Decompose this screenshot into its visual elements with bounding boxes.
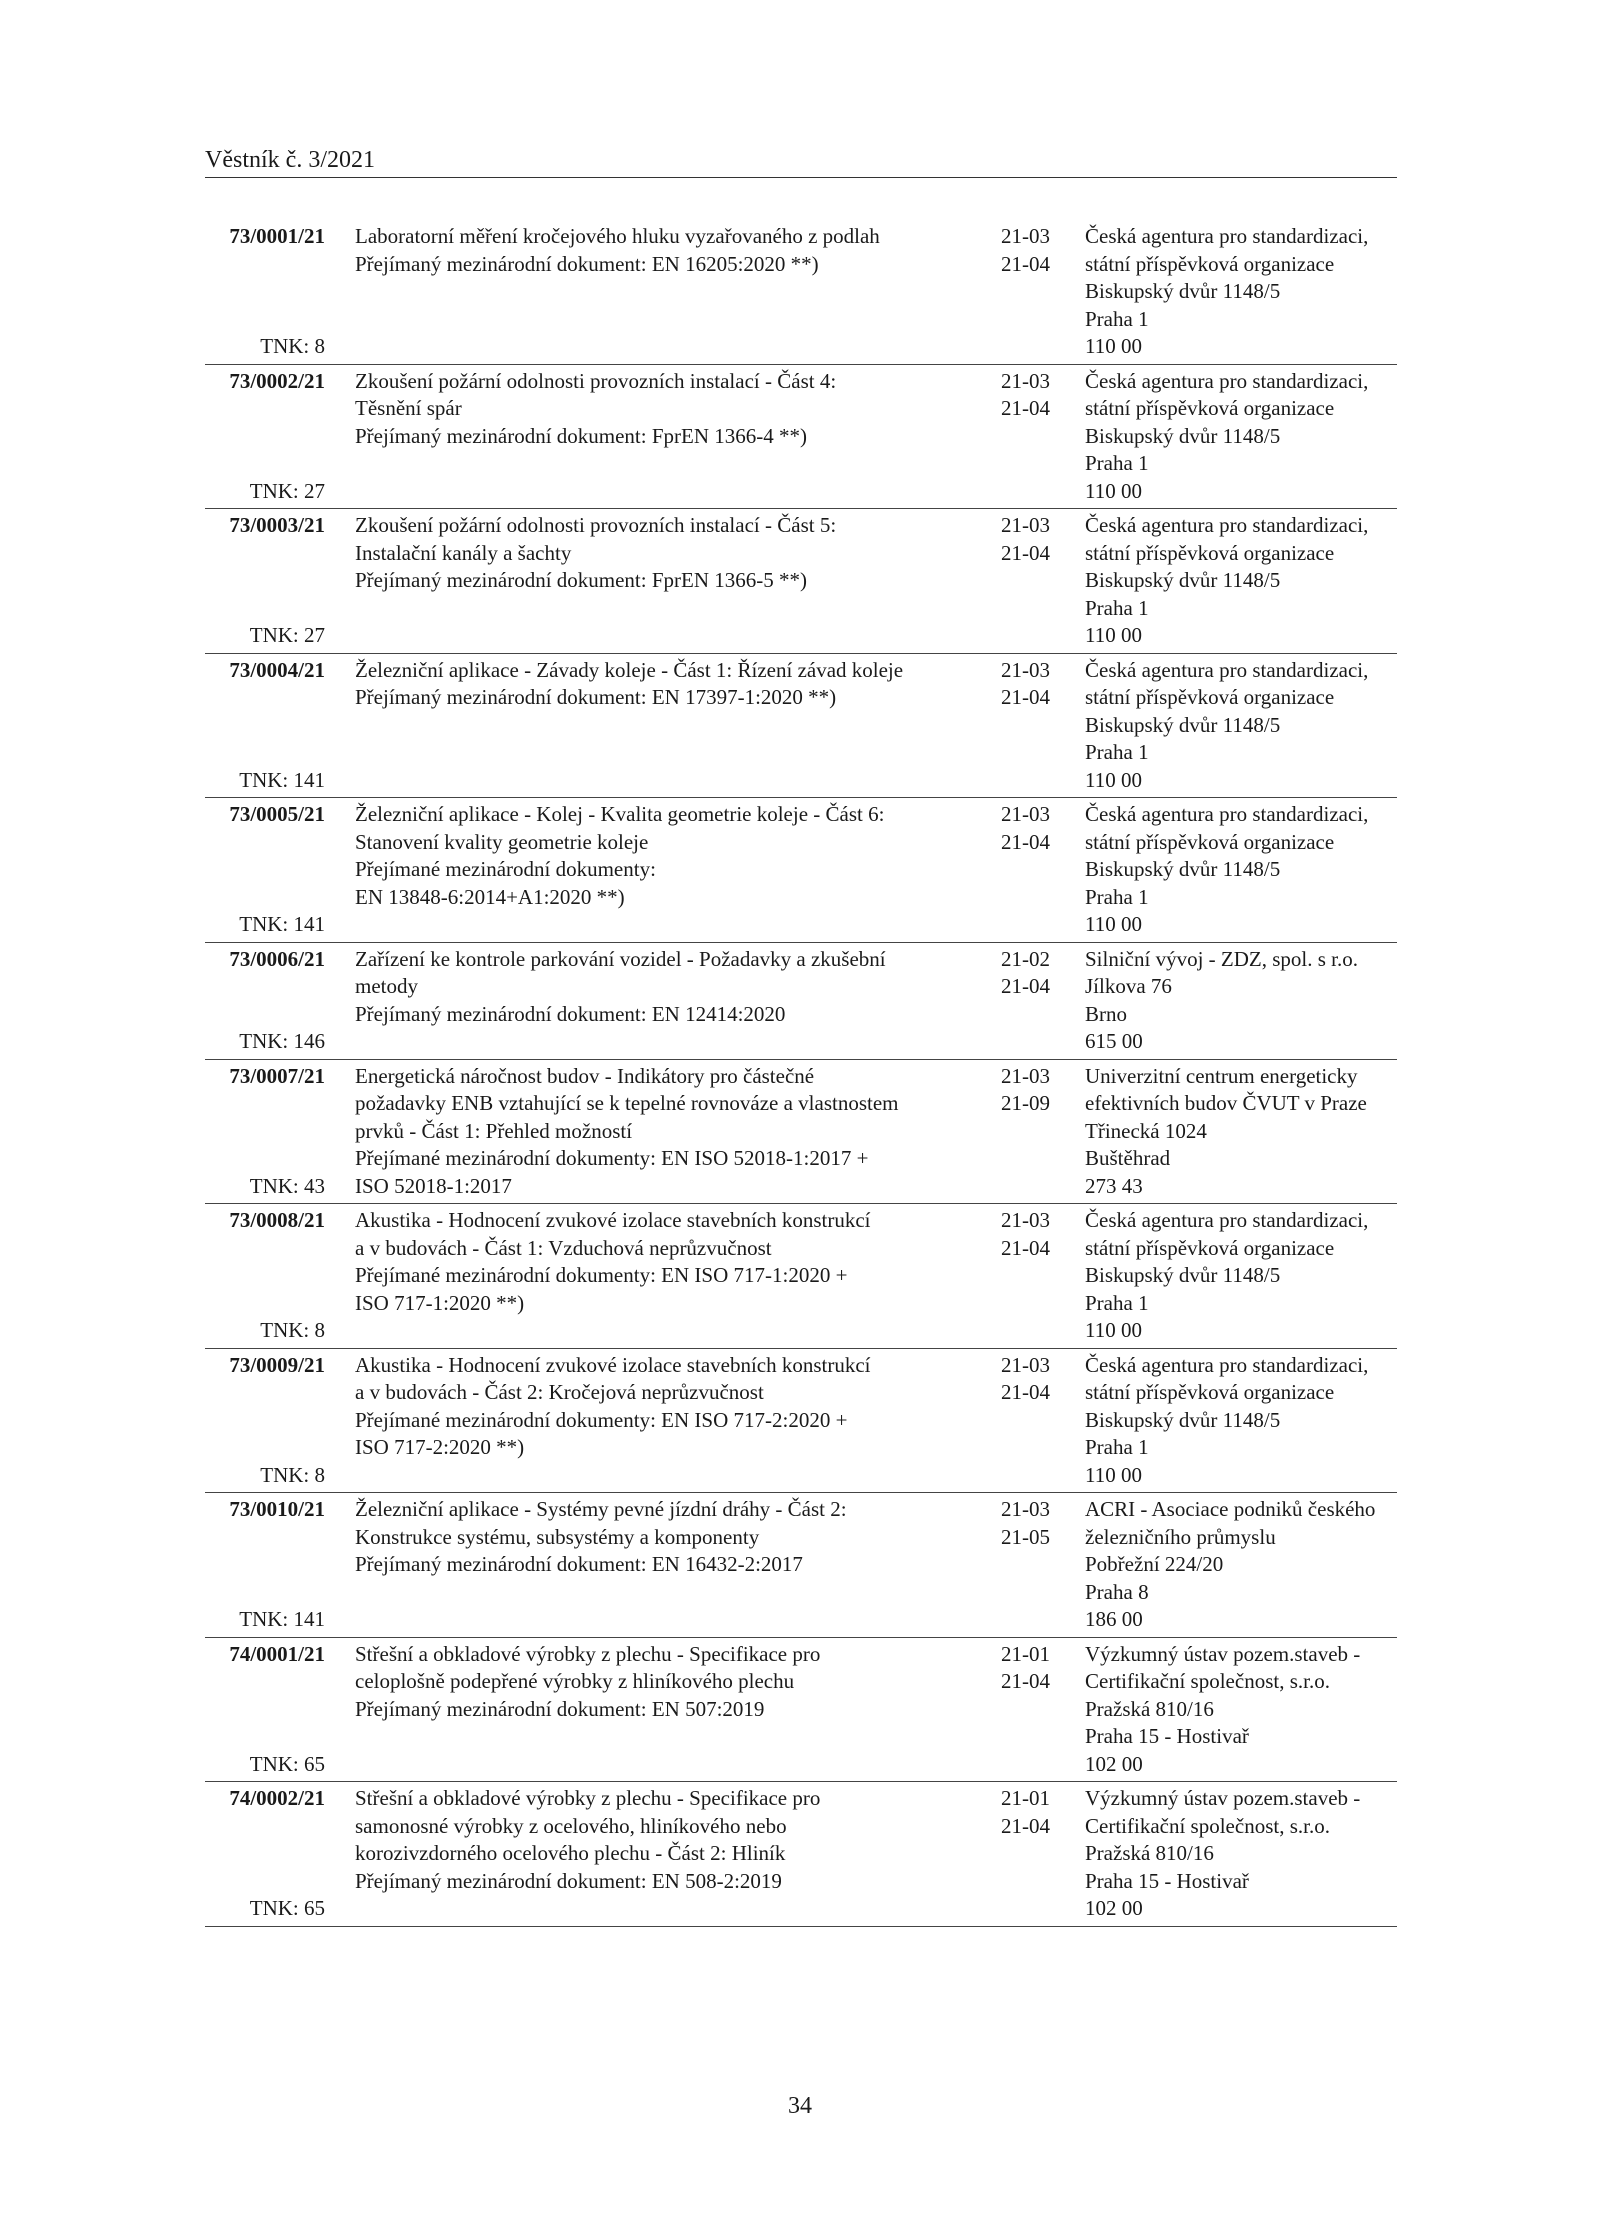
entry-organization [1085,1207,1397,1345]
entry-tnk: TNK: 65 [249,1896,325,1920]
entry-codes [1001,1785,1063,1923]
entry-organization-line: Pražská 810/16 [1085,1696,1214,1721]
entry-codes [1001,1352,1063,1490]
entry-number: 73/0008/21 [229,1208,325,1232]
entry-tnk: TNK: 141 [239,767,325,792]
entry-organization-line: Praha 1 [1085,595,1149,620]
entry-code: 21-04 [1001,1813,1050,1838]
entry-code: 21-03 [1001,1352,1050,1377]
entry-id-column [205,223,325,361]
entry-tnk: TNK: 27 [249,623,325,647]
header-rule [205,177,1397,178]
entry-title-line: Střešní a obkladové výrobky z plechu - Specifikace pro [355,1786,821,1810]
entry-title-line: Přejímané mezinárodní dokumenty: [355,857,656,881]
entry-organization-line: Brno [1085,1001,1127,1026]
entry-title-line: a v budovách - Část 2: Kročejová neprůzvučnost [355,1380,764,1404]
list-item [205,1060,1397,1205]
entry-title-line: Těsnění spár [355,396,462,420]
entry-title [355,223,975,361]
list-item [205,509,1397,654]
entry-number: 73/0001/21 [229,224,325,248]
entry-organization-line: Biskupský dvůr 1148/5 [1085,1407,1281,1432]
entry-title-line: Přejímané mezinárodní dokumenty: EN ISO 52018-1:2017 + [355,1146,869,1170]
entry-number: 73/0003/21 [229,513,325,537]
entry-organization-line: Biskupský dvůr 1148/5 [1085,279,1281,303]
entry-title [355,512,975,650]
list-item [205,220,1397,365]
entry-id-column [205,657,325,795]
entry-title-line: požadavky ENB vztahující se k tepelné rovnováze a vlastnostem [355,1091,899,1115]
entry-number: 73/0009/21 [229,1352,325,1377]
entry-tnk: TNK: 27 [249,478,325,503]
entry-title [355,801,975,939]
entry-title-line: ISO 717-2:2020 **) [355,1435,525,1459]
list-item [205,1782,1397,1927]
entry-title-line: Přejímaný mezinárodní dokument: EN 508-2:2019 [355,1868,782,1893]
entry-organization-line: státní příspěvková organizace [1085,685,1335,709]
entry-title-line: EN 13848-6:2014+A1:2020 **) [355,884,625,909]
entry-code: 21-04 [1001,974,1050,998]
entry-organization-line: Univerzitní centrum energeticky [1085,1063,1358,1088]
entry-organization-line: 110 00 [1085,1462,1142,1487]
entry-title-line: Železniční aplikace - Kolej - Kvalita geometrie koleje - Část 6: [355,802,885,826]
entry-organization-line: Praha 1 [1085,740,1149,764]
entry-codes [1001,223,1063,361]
entry-organization-line: Biskupský dvůr 1148/5 [1085,568,1281,592]
entry-id-column [205,1785,325,1923]
entry-tnk: TNK: 141 [239,1607,325,1631]
entry-title-line: Instalační kanály a šachty [355,540,572,565]
entry-number: 73/0005/21 [229,802,325,826]
entry-organization-line: železničního průmyslu [1085,1524,1276,1549]
entry-number: 73/0002/21 [229,368,325,393]
entry-organization-line: Praha 1 [1085,1290,1149,1315]
entry-number: 73/0007/21 [229,1063,325,1088]
entry-organization [1085,1496,1397,1634]
entry-code: 21-03 [1001,1063,1050,1088]
entry-tnk: TNK: 43 [249,1173,325,1198]
entry-organization-line: 110 00 [1085,1318,1142,1342]
entry-organization [1085,1641,1397,1779]
entry-code: 21-03 [1001,513,1050,537]
entry-id-column [205,512,325,650]
entry-organization-line: státní příspěvková organizace [1085,1380,1335,1404]
list-item [205,1204,1397,1349]
entry-organization-line: 110 00 [1085,478,1142,503]
entry-title [355,1641,975,1779]
entry-number: 73/0004/21 [229,657,325,682]
entry-tnk: TNK: 8 [260,334,325,358]
entry-tnk: TNK: 8 [260,1318,325,1342]
entry-title-line: prvků - Část 1: Přehled možností [355,1118,633,1143]
entry-title-line: Přejímaný mezinárodní dokument: EN 507:2019 [355,1696,765,1721]
entry-id-column [205,946,325,1056]
entry-code: 21-04 [1001,1669,1050,1693]
entry-organization [1085,1352,1397,1490]
entry-organization-line: Praha 15 - Hostivař [1085,1868,1249,1893]
entry-number: 74/0002/21 [229,1786,325,1810]
entry-organization-line: Praha 1 [1085,884,1149,909]
entry-codes [1001,657,1063,795]
entry-organization-line: Třinecká 1024 [1085,1118,1207,1143]
entry-organization-line: Výzkumný ústav pozem.staveb - [1085,1641,1361,1666]
entry-organization-line: Buštěhrad [1085,1146,1171,1170]
entry-organization-line: Pobřežní 224/20 [1085,1552,1224,1576]
entry-organization [1085,1785,1397,1923]
entry-codes [1001,801,1063,939]
entry-code: 21-04 [1001,685,1050,709]
entry-organization [1085,946,1397,1056]
entry-organization-line: 110 00 [1085,912,1142,936]
list-item [205,1638,1397,1783]
entry-organization-line: 186 00 [1085,1607,1143,1631]
entry-codes [1001,1641,1063,1779]
list-item [205,1493,1397,1638]
entry-title [355,946,975,1056]
entry-tnk: TNK: 65 [249,1751,325,1776]
entry-title-line: celoplošně podepřené výrobky z hliníkového plechu [355,1669,795,1693]
entry-code: 21-03 [1001,368,1050,393]
entry-title-line: ISO 52018-1:2017 [355,1173,512,1198]
entry-title-line: metody [355,974,418,998]
entry-organization-line: 273 43 [1085,1173,1143,1198]
entry-title-line: Zkoušení požární odolnosti provozních instalací - Část 5: [355,513,837,537]
entry-title [355,1352,975,1490]
entry-organization-line: 110 00 [1085,623,1142,647]
entry-title-line: Konstrukce systému, subsystémy a komponenty [355,1524,760,1549]
entry-organization-line: 615 00 [1085,1029,1143,1053]
entry-title-line: Střešní a obkladové výrobky z plechu - Specifikace pro [355,1641,821,1666]
entry-code: 21-03 [1001,224,1050,248]
entry-title [355,657,975,795]
entry-codes [1001,512,1063,650]
entry-id-column [205,1496,325,1634]
entry-title-line: Přejímaný mezinárodní dokument: EN 17397-1:2020 **) [355,685,837,709]
entry-title-line: Laboratorní měření kročejového hluku vyzařovaného z podlah [355,224,880,248]
entry-tnk: TNK: 8 [260,1462,325,1487]
entry-organization [1085,223,1397,361]
entry-title-line: Přejímaný mezinárodní dokument: EN 12414:2020 [355,1001,786,1026]
entry-codes [1001,1063,1063,1201]
entry-title-line: korozivzdorného ocelového plechu - Část 2: Hliník [355,1841,786,1865]
entry-title-line: Energetická náročnost budov - Indikátory pro částečné [355,1063,815,1088]
entry-title-line: Přejímaný mezinárodní dokument: EN 16432-2:2017 [355,1552,803,1576]
entry-code: 21-01 [1001,1786,1050,1810]
entries-list [205,220,1397,1927]
entry-codes [1001,1496,1063,1634]
entry-title [355,1207,975,1345]
entry-title-line: Stanovení kvality geometrie koleje [355,829,649,854]
entry-organization-line: Česká agentura pro standardizaci, [1085,368,1369,393]
entry-code: 21-04 [1001,829,1050,854]
entry-title-line: Zařízení ke kontrole parkování vozidel - Požadavky a zkušební [355,946,886,971]
entry-title [355,368,975,506]
entry-organization-line: Certifikační společnost, s.r.o. [1085,1813,1330,1838]
entry-organization-line: Biskupský dvůr 1148/5 [1085,1263,1281,1287]
entry-title-line: samonosné výrobky z ocelového, hliníkového nebo [355,1813,787,1838]
entry-id-column [205,1063,325,1201]
entry-organization-line: 102 00 [1085,1896,1143,1920]
entry-code: 21-09 [1001,1091,1050,1115]
entry-codes [1001,368,1063,506]
entry-title [355,1063,975,1201]
entry-organization-line: Praha 15 - Hostivař [1085,1724,1249,1748]
entry-id-column [205,801,325,939]
entry-code: 21-04 [1001,1380,1050,1404]
entry-organization-line: 110 00 [1085,767,1142,792]
running-head: Věstník č. 3/2021 [205,147,375,173]
entry-organization-line: 102 00 [1085,1751,1143,1776]
entry-number: 73/0010/21 [229,1497,325,1521]
entry-id-column [205,368,325,506]
entry-number: 73/0006/21 [229,946,325,971]
entry-organization-line: státní příspěvková organizace [1085,396,1335,420]
entry-code: 21-01 [1001,1641,1050,1666]
entry-id-column [205,1352,325,1490]
entry-organization-line: Česká agentura pro standardizaci, [1085,1208,1369,1232]
page-number: 34 [788,2093,812,2119]
list-item [205,798,1397,943]
entry-organization-line: Pražská 810/16 [1085,1841,1214,1865]
entry-title-line: Železniční aplikace - Systémy pevné jízdní dráhy - Část 2: [355,1497,847,1521]
entry-organization-line: Biskupský dvůr 1148/5 [1085,857,1281,881]
entry-organization-line: Praha 1 [1085,1435,1149,1459]
entry-organization-line: Silniční vývoj - ZDZ, spol. s r.o. [1085,946,1358,971]
entry-number: 74/0001/21 [229,1641,325,1666]
entry-organization [1085,801,1397,939]
entry-title-line: Přejímané mezinárodní dokumenty: EN ISO 717-1:2020 + [355,1263,848,1287]
entry-title-line: Přejímaný mezinárodní dokument: EN 16205:2020 **) [355,251,819,276]
list-item [205,1349,1397,1494]
list-item [205,365,1397,510]
entry-organization-line: ACRI - Asociace podniků českého [1085,1497,1376,1521]
entry-organization-line: 110 00 [1085,334,1142,358]
entry-title-line: Přejímané mezinárodní dokumenty: EN ISO 717-2:2020 + [355,1407,848,1432]
entry-organization-line: Praha 1 [1085,451,1149,475]
entry-organization-line: Jílkova 76 [1085,974,1172,998]
entry-title [355,1496,975,1634]
entry-organization-line: Česká agentura pro standardizaci, [1085,802,1369,826]
entry-title-line: a v budovách - Část 1: Vzduchová neprůzvučnost [355,1235,772,1260]
entry-title-line: Akustika - Hodnocení zvukové izolace stavebních konstrukcí [355,1208,871,1232]
entry-organization-line: Biskupský dvůr 1148/5 [1085,712,1281,737]
entry-tnk: TNK: 141 [239,912,325,936]
entry-organization-line: Praha 1 [1085,306,1149,331]
entry-organization-line: Česká agentura pro standardizaci, [1085,657,1369,682]
entry-organization-line: Česká agentura pro standardizaci, [1085,224,1369,248]
entry-code: 21-04 [1001,251,1050,276]
entry-code: 21-02 [1001,946,1050,971]
entry-organization-line: státní příspěvková organizace [1085,1235,1335,1260]
entry-organization-line: státní příspěvková organizace [1085,829,1335,854]
entry-id-column [205,1641,325,1779]
entry-codes [1001,946,1063,1056]
entry-organization-line: Praha 8 [1085,1579,1149,1604]
entry-organization-line: Certifikační společnost, s.r.o. [1085,1669,1330,1693]
entry-code: 21-04 [1001,1235,1050,1260]
entry-code: 21-03 [1001,1208,1050,1232]
entry-title-line: Zkoušení požární odolnosti provozních instalací - Část 4: [355,368,837,393]
entry-title [355,1785,975,1923]
entry-organization-line: Výzkumný ústav pozem.staveb - [1085,1786,1361,1810]
entry-codes [1001,1207,1063,1345]
entry-organization-line: Česká agentura pro standardizaci, [1085,513,1369,537]
entry-organization-line: efektivních budov ČVUT v Praze [1085,1091,1367,1115]
entry-code: 21-04 [1001,540,1050,565]
entry-id-column [205,1207,325,1345]
entry-code: 21-04 [1001,396,1050,420]
entry-organization-line: státní příspěvková organizace [1085,540,1335,565]
entry-title-line: Akustika - Hodnocení zvukové izolace stavebních konstrukcí [355,1352,871,1377]
list-item [205,654,1397,799]
entry-title-line: Přejímaný mezinárodní dokument: FprEN 1366-5 **) [355,568,808,592]
entry-organization-line: státní příspěvková organizace [1085,251,1335,276]
entry-code: 21-03 [1001,657,1050,682]
entry-title-line: Železniční aplikace - Závady koleje - Část 1: Řízení závad koleje [355,657,904,682]
entry-organization-line: Česká agentura pro standardizaci, [1085,1352,1369,1377]
entry-tnk: TNK: 146 [239,1029,325,1053]
entry-organization-line: Biskupský dvůr 1148/5 [1085,423,1281,448]
entry-code: 21-03 [1001,802,1050,826]
entry-code: 21-05 [1001,1524,1050,1549]
entry-organization [1085,1063,1397,1201]
entry-title-line: Přejímaný mezinárodní dokument: FprEN 1366-4 **) [355,423,808,448]
entry-title-line: ISO 717-1:2020 **) [355,1290,525,1315]
entry-code: 21-03 [1001,1497,1050,1521]
entry-organization [1085,512,1397,650]
entry-organization [1085,657,1397,795]
list-item [205,943,1397,1060]
entry-organization [1085,368,1397,506]
